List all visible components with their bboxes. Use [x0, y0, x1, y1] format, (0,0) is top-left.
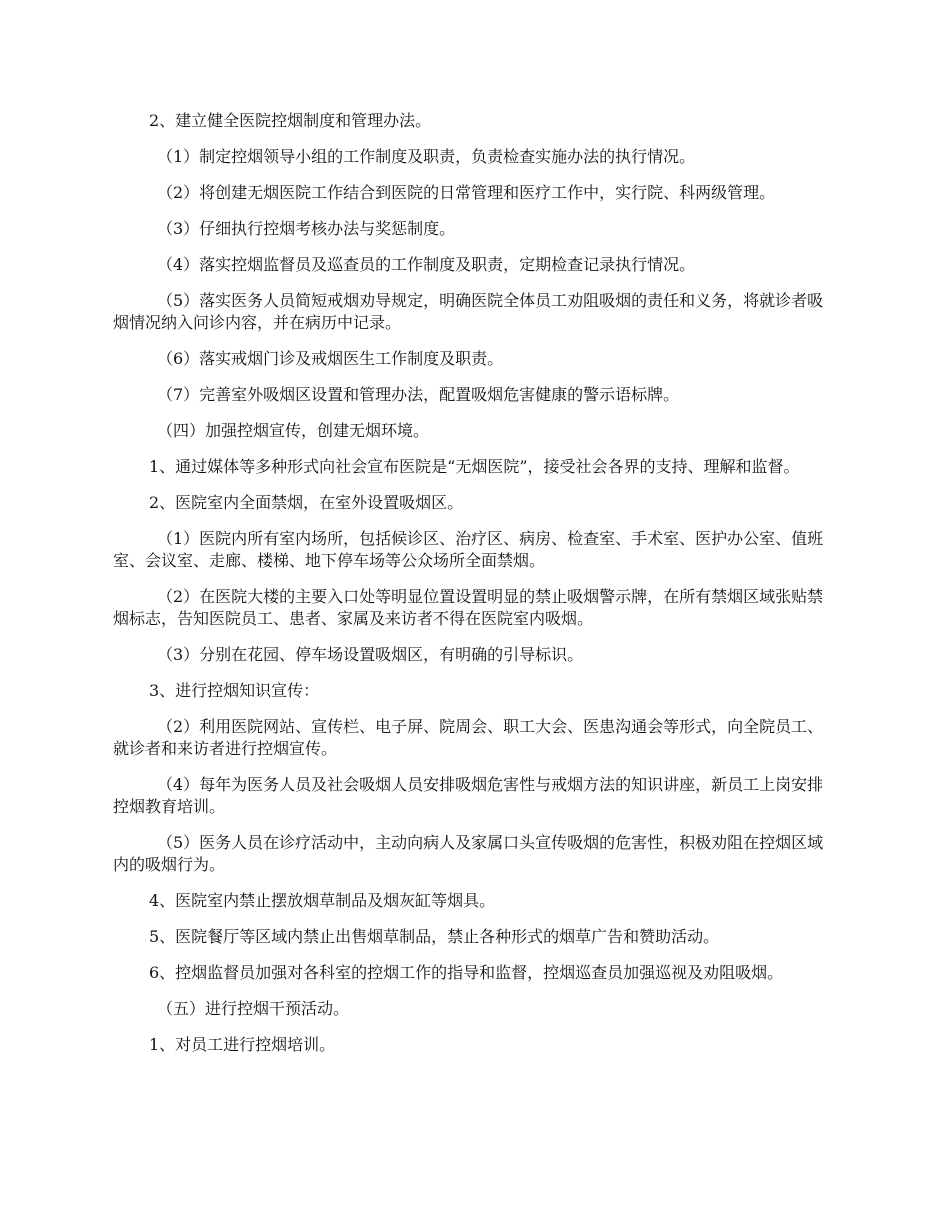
paragraph: 1、通过媒体等多种形式向社会宣布医院是“无烟医院”，接受社会各界的支持、理解和监督。 [149, 457, 800, 476]
paragraph: 6、控烟监督员加强对各科室的控烟工作的指导和监督，控烟巡查员加强巡视及劝阻吸烟。 [149, 963, 784, 982]
paragraph: 5、医院餐厅等区域内禁止出售烟草制品，禁止各种形式的烟草广告和赞助活动。 [149, 927, 720, 946]
paragraph: 1、对员工进行控烟培训。 [149, 1035, 336, 1054]
paragraph: （5）落实医务人员简短戒烟劝导规定，明确医院全体员工劝阻吸烟的责任和义务，将就诊者吸烟情况纳入问诊内容，并在病历中记录。 [113, 291, 824, 332]
paragraph: （2）利用医院网站、宣传栏、电子屏、院周会、职工大会、医患沟通会等形式，向全院员工、就诊者和来访者进行控烟宣传。 [113, 717, 824, 758]
paragraph: （3）仔细执行控烟考核办法与奖惩制度。 [157, 219, 456, 238]
paragraph: 3、进行控烟知识宣传： [149, 681, 320, 700]
paragraph: 2、医院室内全面禁烟，在室外设置吸烟区。 [149, 493, 464, 512]
paragraph: （4）每年为医务人员及社会吸烟人员安排吸烟危害性与戒烟方法的知识讲座，新员工上岗安排控烟教育培训。 [113, 775, 824, 816]
paragraph: 2、建立健全医院控烟制度和管理办法。 [149, 111, 432, 130]
paragraph: （2）将创建无烟医院工作结合到医院的日常管理和医疗工作中，实行院、科两级管理。 [157, 183, 776, 202]
paragraph: （1）医院内所有室内场所，包括候诊区、治疗区、病房、检查室、手术室、医护办公室、值班室、会议室、走廊、楼梯、地下停车场等公众场所全面禁烟。 [113, 529, 824, 570]
paragraph: （6）落实戒烟门诊及戒烟医生工作制度及职责。 [157, 349, 504, 368]
paragraph: （4）落实控烟监督员及巡查员的工作制度及职责，定期检查记录执行情况。 [157, 255, 696, 274]
paragraph: （2）在医院大楼的主要入口处等明显位置设置明显的禁止吸烟警示牌，在所有禁烟区域张贴禁烟标志，告知医院员工、患者、家属及来访者不得在医院室内吸烟。 [113, 587, 824, 628]
paragraph: 4、医院室内禁止摆放烟草制品及烟灰缸等烟具。 [149, 891, 496, 910]
section-heading: （四）加强控烟宣传，创建无烟环境。 [157, 421, 430, 440]
paragraph: （1）制定控烟领导小组的工作制度及职责，负责检查实施办法的执行情况。 [157, 147, 696, 166]
section-heading: （五）进行控烟干预活动。 [157, 999, 350, 1018]
paragraph: （3）分别在花园、停车场设置吸烟区，有明确的引导标识。 [157, 645, 584, 664]
paragraph: （7）完善室外吸烟区设置和管理办法，配置吸烟危害健康的警示语标牌。 [157, 385, 680, 404]
document-body [113, 110, 833, 1070]
paragraph: （5）医务人员在诊疗活动中，主动向病人及家属口头宣传吸烟的危害性，积极劝阻在控烟区域内的吸烟行为。 [113, 833, 824, 874]
